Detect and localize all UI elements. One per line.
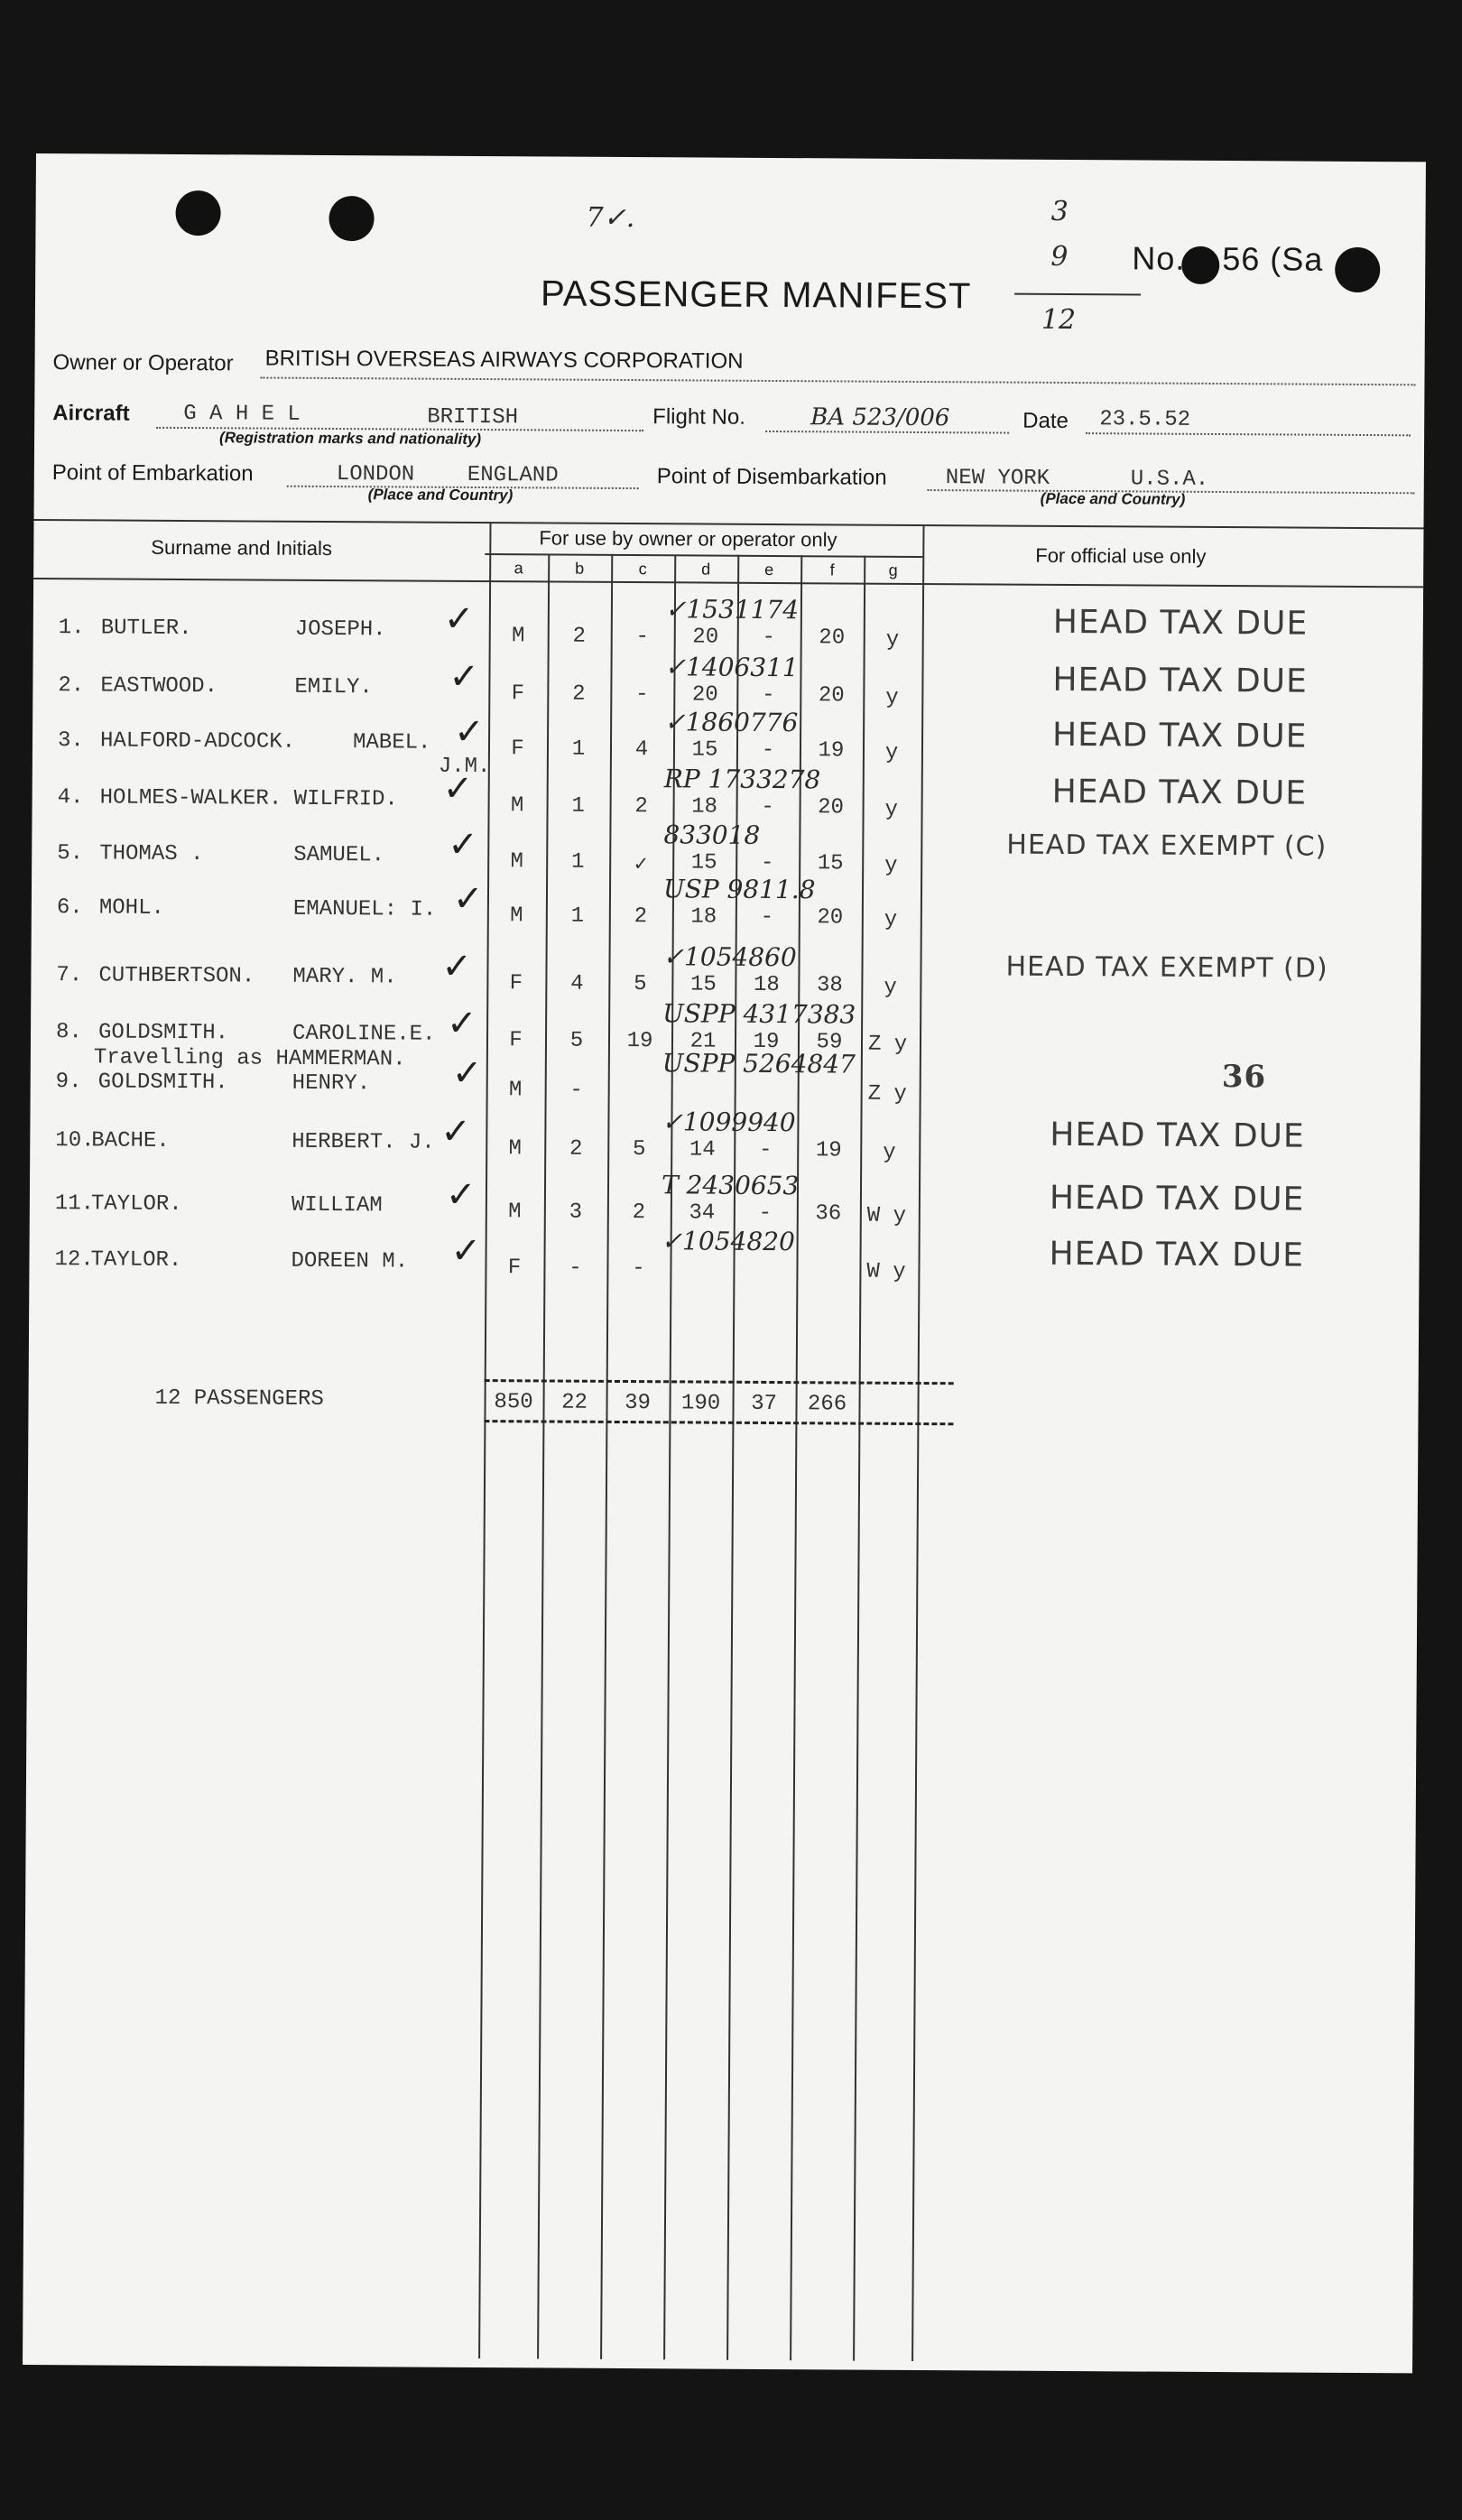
- top-mark: 7✓.: [586, 201, 635, 235]
- cell-a: M: [508, 1200, 522, 1225]
- cell-f: 20: [818, 795, 845, 820]
- aircraft-nationality: BRITISH: [427, 404, 519, 431]
- totals-rule-bottom: [484, 1420, 953, 1425]
- row-number: 2.: [58, 673, 85, 699]
- handwritten-passport-number: T 2430653: [661, 1170, 800, 1201]
- cell-e: -: [761, 737, 775, 764]
- row-given-name: EMILY.: [294, 674, 373, 700]
- row-number: 6.: [56, 895, 83, 921]
- cell-d: 18: [691, 794, 718, 820]
- page-title: PASSENGER MANIFEST: [540, 273, 972, 317]
- manifest-sheet: [23, 153, 1426, 2373]
- fraction-top: 3: [1050, 195, 1069, 227]
- cell-c: ✓: [634, 853, 648, 878]
- date-label: Date: [1022, 408, 1069, 433]
- cell-c: 4: [634, 737, 649, 763]
- cell-a: M: [510, 849, 524, 875]
- cell-c: -: [635, 625, 650, 650]
- owner-label: Owner or Operator: [52, 350, 234, 376]
- aircraft-registration: G A H E L: [183, 402, 301, 427]
- col-letter-c: c: [638, 560, 647, 579]
- row-travel-note: Travelling as HAMMERMAN.: [93, 1045, 406, 1072]
- col-letter-g: g: [888, 561, 898, 579]
- cell-f: 19: [818, 738, 845, 764]
- row-surname: HALFORD-ADCOCK.: [99, 728, 296, 755]
- cell-a: M: [511, 624, 525, 649]
- punch-hole: [1335, 247, 1380, 292]
- total-b: 22: [561, 1390, 588, 1415]
- cell-g: y: [885, 685, 899, 710]
- cell-b: 1: [571, 793, 585, 819]
- fraction-mid: 9: [1050, 240, 1069, 273]
- cell-g: y: [884, 853, 898, 878]
- cell-b: 2: [572, 624, 587, 649]
- handwritten-passport-number: ✓1860776: [664, 707, 799, 738]
- check-mark-icon: ✓: [442, 767, 474, 810]
- row-surname: GOLDSMITH.: [97, 1070, 228, 1096]
- row-surname: TAYLOR.: [90, 1247, 182, 1274]
- handwritten-passport-number: USPP 5264847: [662, 1048, 856, 1079]
- cell-b: 1: [570, 849, 585, 875]
- row-given-name: SAMUEL.: [293, 842, 385, 868]
- cell-e: 19: [753, 1029, 780, 1055]
- row-surname: TAYLOR.: [90, 1191, 182, 1218]
- cell-c: 2: [632, 1200, 646, 1226]
- row-number: 9.: [55, 1070, 82, 1095]
- disembarkation-label: Point of Disembarkation: [656, 464, 887, 490]
- cell-g: W y: [866, 1259, 906, 1284]
- cell-d: 20: [691, 682, 718, 708]
- cell-d: 15: [691, 737, 718, 763]
- cell-b: 4: [570, 971, 584, 996]
- disembarkation-country: U.S.A.: [1130, 467, 1209, 492]
- row-given-name: HENRY.: [291, 1070, 371, 1097]
- row-given-name: MABEL.: [352, 730, 431, 755]
- flight-value: BA 523/006: [810, 403, 950, 432]
- cell-c: 5: [632, 1137, 646, 1163]
- total-c: 39: [625, 1391, 652, 1416]
- punch-hole: [328, 196, 374, 241]
- row-surname: THOMAS .: [99, 841, 204, 867]
- cell-c: -: [632, 1256, 645, 1282]
- cell-d: 20: [692, 625, 719, 650]
- cell-b: 1: [570, 903, 585, 929]
- check-mark-icon: ✓: [449, 655, 480, 699]
- row-given-name: DOREEN M.: [291, 1248, 409, 1274]
- check-mark-icon: ✓: [440, 1110, 472, 1153]
- col-header-operator: For use by owner or operator only: [539, 526, 837, 551]
- handwritten-passport-number: ✓1531174: [664, 594, 800, 625]
- cell-b: -: [569, 1078, 583, 1103]
- column-rule: [911, 524, 924, 2361]
- cell-g: y: [884, 797, 899, 822]
- cell-g: y: [884, 740, 899, 765]
- owner-dotline: [260, 377, 1415, 386]
- column-rule: [537, 553, 550, 2358]
- row-number: 7.: [56, 963, 83, 988]
- total-d: 190: [680, 1391, 721, 1416]
- handwritten-passport-number: ✓1099940: [662, 1107, 796, 1138]
- cell-a: F: [511, 681, 525, 707]
- col-letter-a: a: [514, 559, 523, 578]
- cell-b: 3: [569, 1200, 583, 1225]
- official-stamp: HEAD TAX DUE: [1049, 1179, 1305, 1218]
- row-surname: MOHL.: [98, 895, 164, 921]
- official-stamp: HEAD TAX DUE: [1052, 661, 1308, 700]
- cell-b: 2: [569, 1136, 583, 1162]
- row-given-name-2: J.M.: [438, 754, 491, 780]
- check-mark-icon: ✓: [441, 945, 473, 987]
- official-stamp: HEAD TAX DUE: [1052, 603, 1309, 643]
- cell-a: M: [510, 793, 524, 819]
- cell-g: W y: [866, 1203, 907, 1228]
- cell-f: 36: [815, 1201, 842, 1227]
- number-label: No.: [1132, 239, 1186, 277]
- handwritten-passport-number: ✓1054860: [662, 941, 797, 973]
- cell-c: 2: [634, 794, 648, 820]
- cell-c: 5: [634, 972, 647, 997]
- check-mark-icon: ✓: [452, 877, 484, 921]
- column-rule: [790, 555, 802, 2360]
- official-stamp: HEAD TAX DUE: [1051, 716, 1308, 755]
- cell-f: 20: [818, 683, 845, 709]
- row-given-name: MARY. M.: [292, 964, 397, 990]
- row-number: 1.: [58, 616, 85, 641]
- totals-rule-top: [485, 1379, 954, 1385]
- row-number: 3.: [57, 728, 84, 754]
- row-given-name: JOSEPH.: [294, 616, 386, 643]
- col-letter-d: d: [701, 560, 711, 579]
- cell-g: Z y: [867, 1032, 908, 1057]
- handwritten-passport-number: ✓1054820: [661, 1226, 795, 1257]
- handwritten-passport-number: 833018: [663, 820, 761, 850]
- cell-f: 15: [817, 851, 844, 876]
- flight-label: Flight No.: [652, 404, 746, 430]
- handwritten-passport-number: ✓1406311: [664, 652, 799, 683]
- column-rules: [36, 153, 1426, 162]
- cell-g: y: [883, 1140, 896, 1165]
- handwritten-passport-number: USPP 4317383: [662, 998, 856, 1030]
- official-stamp: HEAD TAX EXEMPT (C): [1006, 829, 1328, 863]
- date-value: 23.5.52: [1099, 407, 1191, 432]
- cell-c: 19: [626, 1029, 653, 1054]
- cell-f: 59: [816, 1030, 843, 1055]
- check-mark-icon: ✓: [446, 1002, 477, 1045]
- row-surname: EASTWOOD.: [100, 673, 218, 699]
- cell-d: 21: [689, 1029, 717, 1054]
- col-letter-b: b: [575, 559, 585, 578]
- embarkation-note: (Place and Country): [367, 486, 514, 505]
- totals-label: 12 PASSENGERS: [154, 1385, 324, 1412]
- fraction-bottom: 12: [1041, 303, 1077, 337]
- cell-a: F: [507, 1255, 522, 1281]
- col-letter-f: f: [829, 561, 835, 579]
- row-surname: BUTLER.: [100, 616, 192, 642]
- aircraft-note: (Registration marks and nationality): [219, 429, 482, 449]
- embarkation-label: Point of Embarkation: [51, 460, 254, 486]
- row-given-name: WILLIAM: [291, 1192, 383, 1218]
- total-a: 850: [494, 1390, 533, 1415]
- flight-dotline: [765, 431, 1009, 434]
- punch-hole: [175, 190, 220, 236]
- cell-f: 38: [816, 973, 843, 998]
- cell-a: M: [510, 903, 523, 929]
- cell-e: -: [760, 904, 774, 931]
- cell-d: 34: [689, 1200, 716, 1226]
- date-dotline: [1086, 432, 1411, 436]
- row-surname: GOLDSMITH.: [97, 1020, 229, 1046]
- check-mark-icon: ✓: [443, 598, 475, 640]
- col-letter-e: e: [764, 560, 774, 579]
- row-number: 8.: [55, 1020, 82, 1045]
- row-given-name: WILFRID.: [293, 786, 398, 812]
- cell-e: -: [758, 1200, 773, 1227]
- cell-b: 1: [571, 737, 586, 762]
- cell-g: Z y: [867, 1081, 907, 1107]
- official-stamp: HEAD TAX DUE: [1049, 1235, 1305, 1274]
- punch-hole: [1181, 246, 1219, 284]
- embarkation-country: ENGLAND: [467, 462, 559, 488]
- cell-a: F: [509, 1028, 523, 1053]
- row-number: 5.: [57, 841, 84, 866]
- cell-f: 20: [819, 625, 846, 651]
- check-mark-icon: ✓: [445, 1173, 477, 1216]
- cell-e: -: [758, 1137, 773, 1163]
- official-stamp: HEAD TAX EXEMPT (D): [1005, 950, 1328, 985]
- disembarkation-note: (Place and Country): [1040, 489, 1186, 508]
- total-f: 266: [807, 1392, 847, 1417]
- cell-c: 2: [634, 904, 648, 930]
- cell-d: 14: [689, 1137, 716, 1163]
- total-e: 37: [751, 1391, 778, 1417]
- cell-g: y: [884, 975, 897, 1000]
- handwritten-passport-number: RP 1733278: [663, 764, 821, 795]
- embarkation-city: LONDON: [336, 462, 415, 487]
- row-given-name: EMANUEL: I.: [292, 896, 437, 922]
- number-value: 56 (Sa: [1222, 240, 1324, 278]
- official-stamp: HEAD TAX DUE: [1050, 1116, 1305, 1155]
- cell-c: -: [635, 682, 649, 708]
- cell-a: F: [509, 971, 523, 996]
- aircraft-label: Aircraft: [52, 401, 130, 426]
- row-surname: BACHE.: [91, 1128, 170, 1153]
- handwritten-passport-number: USP 9811.8: [662, 874, 816, 905]
- row-surname: CUTHBERTSON.: [98, 963, 255, 989]
- col-header-surname: Surname and Initials: [151, 535, 332, 561]
- row-number: 11.: [54, 1191, 95, 1217]
- row-number: 4.: [57, 785, 84, 811]
- cell-e: 18: [753, 972, 780, 998]
- cell-d: 15: [689, 972, 717, 997]
- check-mark-icon: ✓: [450, 1229, 482, 1273]
- operator-subheader-rule: [485, 553, 922, 558]
- cell-e: -: [762, 625, 776, 651]
- column-rule: [600, 554, 613, 2359]
- check-mark-icon: ✓: [451, 1052, 483, 1095]
- cell-d: 18: [690, 904, 717, 930]
- check-mark-icon: ✓: [453, 710, 485, 754]
- cell-g: y: [884, 907, 898, 932]
- cell-b: -: [569, 1255, 582, 1281]
- cell-e: -: [761, 794, 774, 820]
- cell-f: 20: [817, 905, 844, 931]
- cell-a: M: [508, 1078, 523, 1103]
- cell-a: F: [511, 737, 524, 762]
- disembarkation-city: NEW YORK: [945, 466, 1050, 491]
- table-header-rule: [33, 578, 1423, 588]
- row-given-name: HERBERT. J.: [291, 1129, 435, 1155]
- col-header-official: For official use only: [1035, 543, 1207, 568]
- owner-value: BRITISH OVERSEAS AIRWAYS CORPORATION: [264, 346, 744, 374]
- cell-a: M: [508, 1136, 523, 1162]
- cell-e: -: [760, 850, 774, 876]
- check-mark-icon: ✓: [448, 823, 478, 866]
- official-stamp: 36: [1221, 1059, 1267, 1096]
- cell-e: -: [762, 682, 775, 709]
- row-given-name: CAROLINE.E.: [291, 1021, 436, 1047]
- fraction-bar: [1014, 293, 1141, 296]
- row-surname: HOLMES-WALKER.: [99, 785, 282, 811]
- cell-g: y: [885, 627, 900, 653]
- cell-f: 19: [815, 1138, 842, 1163]
- cell-d: 15: [690, 850, 717, 876]
- row-number: 10.: [55, 1128, 95, 1153]
- cell-b: 2: [572, 681, 586, 707]
- official-stamp: HEAD TAX DUE: [1051, 773, 1308, 812]
- row-number: 12.: [54, 1247, 94, 1273]
- cell-b: 5: [569, 1028, 584, 1053]
- column-rule: [853, 556, 865, 2361]
